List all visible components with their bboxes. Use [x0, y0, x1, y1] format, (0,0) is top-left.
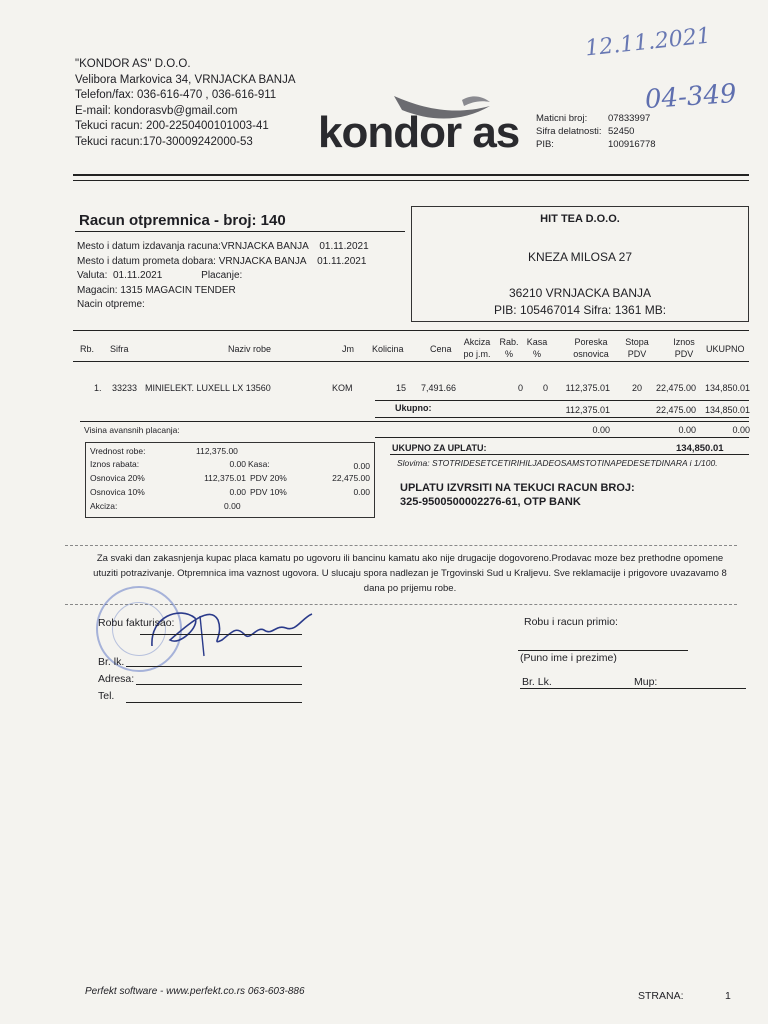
notice-line-3: dana po prijemu robe.	[363, 583, 457, 594]
mup-label: Mup:	[634, 676, 658, 688]
vrednost-label: Vrednost robe:	[90, 446, 146, 456]
row-jm: KOM	[332, 383, 353, 393]
col-ukupno: UKUPNO	[706, 344, 745, 354]
col-stopa: Stopa PDV	[625, 337, 649, 359]
company-name: "KONDOR AS" D.O.O.	[75, 58, 191, 70]
buyer-street: KNEZA MILOSA 27	[527, 250, 633, 264]
adresa-label: Adresa:	[98, 673, 135, 685]
payment-account: 325-9500500002276-61, OTP BANK	[400, 496, 581, 508]
trade-place-date: Mesto i datum prometa dobara: VRNJACKA BANJA 01.11.2021	[77, 255, 367, 267]
registry-labels	[536, 112, 601, 151]
col-iznos: Iznos PDV	[673, 337, 695, 359]
company-logo: kondor as	[318, 108, 520, 157]
title-rule	[75, 231, 405, 232]
ukupno-poreska: 112,375.01	[565, 405, 610, 415]
maticni-broj-label: Maticni broj:	[536, 113, 588, 124]
akciza-value: 0.00	[224, 501, 241, 511]
pib-value: 100916778	[608, 139, 656, 150]
avans-bottom-rule	[375, 437, 749, 438]
notice-line-2: utuziti potrazivanje. Otpremnica ima vaznost ugovora. U slucaju spora nadlezan je Trgovinski Sud u Kraljevu. Sve reklamacije i prigovore uvazavamo 8	[93, 568, 727, 579]
pdv20-value: 22,475.00	[332, 473, 370, 483]
payment-line-1: UPLATU IZVRSITI NA TEKUCI RACUN BROJ:	[400, 482, 635, 494]
puno-ime-label: (Puno ime i prezime)	[520, 652, 617, 664]
akciza-label: Akciza:	[90, 501, 118, 511]
ukupno-bottom-rule	[375, 417, 749, 418]
company-account-1: Tekuci racun: 200-2250400101003-41	[75, 120, 269, 132]
buyer-city: 36210 VRNJACKA BANJA	[508, 286, 652, 300]
br-lk-line	[126, 666, 302, 667]
handwritten-number: 04-349	[644, 78, 738, 116]
buyer-box	[411, 206, 749, 322]
ukupno-label: Ukupno:	[395, 403, 432, 413]
invoice-title: Racun otpremnica - broj: 140	[79, 212, 286, 229]
br-lk-right-line	[520, 688, 746, 689]
col-akciza: Akciza po j.m.	[463, 337, 491, 359]
company-address: Velibora Markovica 34, VRNJACKA BANJA	[75, 73, 296, 86]
pdv20-label: PDV 20%	[250, 473, 287, 483]
col-sifra: Sifra	[110, 344, 129, 354]
osnovica20-label: Osnovica 20%	[90, 473, 145, 483]
pdv10-label: PDV 10%	[250, 487, 287, 497]
row-sifra: 33233	[112, 383, 138, 393]
row-ukupno: 134,850.01	[704, 383, 750, 393]
total-due-value: 134,850.01	[676, 443, 724, 454]
avans-poreska: 0.00	[592, 425, 610, 435]
col-cena: Cena	[430, 344, 452, 354]
row-rab: 0	[517, 383, 523, 393]
footer-software: Perfekt software - www.perfekt.co.rs 063-603-886	[85, 986, 305, 997]
buyer-ids: PIB: 105467014 Sifra: 1361 MB:	[493, 303, 667, 317]
tel-label: Tel.	[98, 690, 115, 702]
maticni-broj-value: 07833997	[608, 113, 651, 124]
fakturisao-line	[140, 634, 302, 635]
sifra-delatnosti-value: 52450	[608, 126, 635, 137]
adresa-line	[136, 684, 302, 685]
vrednost-value: 112,375.00	[196, 446, 238, 456]
avans-label: Visina avansnih placanja:	[84, 425, 180, 435]
rabat-value: 0.00	[229, 459, 246, 469]
pdv10-value: 0.00	[353, 487, 370, 497]
kasa-value: 0.00	[353, 461, 370, 471]
summary-box	[85, 442, 375, 518]
table-header-rule	[73, 361, 749, 362]
avans-ukupno: 0.00	[732, 425, 750, 435]
row-cena: 7,491.66	[420, 383, 456, 393]
row-stopa: 20	[631, 383, 642, 393]
payment-instructions	[400, 481, 635, 509]
br-lk-right-label: Br. Lk.	[522, 676, 552, 688]
ukupno-iznos: 22,475.00	[655, 405, 696, 415]
robu-primio-label: Robu i racun primio:	[524, 616, 618, 628]
header-rule-2	[73, 180, 749, 181]
br-lk-label: Br. lk.	[98, 656, 125, 668]
tel-line	[126, 702, 302, 703]
notice-line-1: Za svaki dan zakasnjenja kupac placa kamatu po ugovoru ili bancinu kamatu ako nije drugacije dogovoreno.Prodavac moze bez prethodne opomene	[96, 553, 724, 564]
pib-label: PIB:	[536, 139, 554, 150]
osnovica20-value: 112,375.01	[204, 473, 246, 483]
kasa-label: Kasa:	[248, 459, 270, 469]
registry-values	[608, 112, 656, 151]
osnovica10-value: 0.00	[229, 487, 246, 497]
ukupno-top-rule	[375, 400, 749, 401]
osnovica10-label: Osnovica 10%	[90, 487, 145, 497]
row-kasa: 0	[542, 383, 548, 393]
row-naziv: MINIELEKT. LUXELL LX 13560	[145, 383, 271, 393]
sifra-delatnosti-label: Sifra delatnosti:	[536, 126, 602, 137]
company-phone: Telefon/fax: 036-616-470 , 036-616-911	[75, 89, 277, 101]
robu-fakturisao-label: Robu fakturisao:	[98, 617, 175, 629]
col-poreska: Poreska osnovica	[573, 337, 609, 359]
valuta-placanje: Valuta: 01.11.2021 Placanje:	[77, 270, 243, 281]
nacin-otpreme: Nacin otpreme:	[77, 299, 145, 310]
col-rab: Rab. %	[499, 337, 519, 359]
total-due-rule	[390, 454, 749, 455]
primio-name-line	[518, 650, 688, 651]
row-iznos: 22,475.00	[655, 383, 696, 393]
header-rule-1	[73, 174, 749, 176]
col-kolicina: Kolicina	[372, 344, 404, 354]
ukupno-total: 134,850.01	[704, 405, 750, 415]
signature-icon	[140, 596, 320, 668]
col-jm: Jm	[342, 344, 354, 354]
terms-notice	[85, 551, 735, 596]
page-number: 1	[725, 990, 731, 1002]
row-kolicina: 15	[395, 383, 406, 393]
notice-top-dashed	[65, 545, 737, 546]
amount-in-words: Slovima: STOTRIDESETCETIRIHILJADEOSAMSTOTINAPEDESETDINARA i 1/100.	[397, 458, 718, 468]
col-naziv: Naziv robe	[228, 344, 272, 354]
company-info	[75, 57, 296, 150]
page-label: STRANA:	[638, 990, 684, 1002]
col-kasa: Kasa %	[526, 337, 548, 359]
magacin: Magacin: 1315 MAGACIN TENDER	[77, 284, 236, 296]
issue-place-date: Mesto i datum izdavanja racuna:VRNJACKA BANJA 01.11.2021	[77, 241, 369, 252]
avans-top-rule	[80, 421, 749, 422]
rabat-label: Iznos rabata:	[90, 459, 140, 469]
handwritten-date: 12.11.2021	[584, 23, 712, 62]
table-top-rule	[73, 330, 749, 331]
avans-iznos: 0.00	[678, 425, 696, 435]
col-rb: Rb.	[80, 344, 95, 354]
company-email: E-mail: kondorasvb@gmail.com	[75, 104, 238, 117]
row-poreska: 112,375.01	[565, 383, 610, 393]
row-rb: 1.	[94, 383, 102, 393]
buyer-name: HIT TEA D.O.O.	[540, 213, 620, 225]
invoice-details	[77, 240, 369, 313]
company-account-2: Tekuci racun:170-30009242000-53	[75, 135, 253, 148]
total-due-label: UKUPNO ZA UPLATU:	[392, 443, 487, 453]
